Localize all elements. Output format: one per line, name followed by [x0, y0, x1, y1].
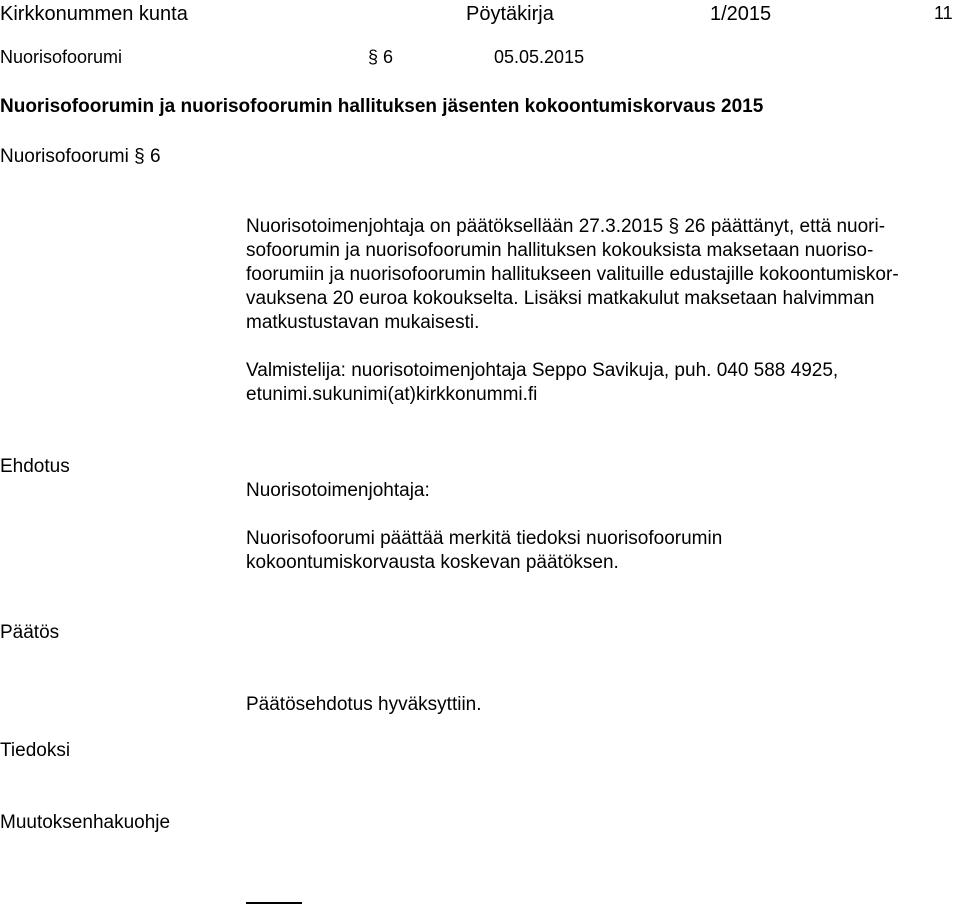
appeal-instructions-label: Muutoksenhakuohje: [0, 812, 171, 833]
decision-label: Päätös: [0, 622, 60, 643]
proposal-line: Nuorisofoorumi päättää merkitä tiedoksi nuorisofoorumin: [246, 528, 723, 549]
document-type: Pöytäkirja: [466, 3, 554, 25]
organ-reference: Nuorisofoorumi § 6: [0, 146, 161, 167]
background-line: foorumiin ja nuorisofoorumin hallitukseen valituille edustajille kokoontumiskor-: [246, 264, 899, 285]
proposal-line: kokoontumiskorvausta koskevan päätöksen.: [246, 552, 619, 573]
background-line: Nuorisotoimenjohtaja on päätöksellään 27.3.2015 § 26 päättänyt, että nuori-: [246, 216, 886, 237]
background-paragraph: [246, 215, 946, 335]
signature-rule: [246, 902, 302, 904]
proposal-text: [246, 527, 946, 575]
preparer-line: etunimi.sukunimi(at)kirkkonummi.fi: [246, 384, 538, 405]
item-title: Nuorisofoorumin ja nuorisofoorumin hallituksen jäsenten kokoontumiskorvaus 2015: [0, 96, 764, 117]
preparer-line: Valmistelija: nuorisotoimenjohtaja Seppo Savikuja, puh. 040 588 4925,: [246, 360, 839, 381]
preparer-info: [246, 359, 946, 407]
page-number: 11: [934, 3, 953, 23]
background-line: vauksena 20 euroa kokoukselta. Lisäksi matkakulut maksetaan halvimman: [246, 288, 875, 309]
decision-text: Päätösehdotus hyväksyttiin.: [246, 694, 482, 715]
section-number: § 6: [368, 47, 394, 67]
proposer-label: Nuorisotoimenjohtaja:: [246, 480, 430, 501]
municipality-name: Kirkkonummen kunta: [0, 3, 188, 25]
proposal-label: Ehdotus: [0, 456, 70, 477]
background-line: sofoorumin ja nuorisofoorumin hallituksen kokouksista maksetaan nuoriso-: [246, 240, 874, 261]
meeting-date: 05.05.2015: [494, 47, 585, 67]
organ-name: Nuorisofoorumi: [0, 47, 123, 67]
document-number: 1/2015: [710, 3, 772, 25]
for-information-label: Tiedoksi: [0, 740, 71, 761]
background-line: matkustustavan mukaisesti.: [246, 312, 480, 333]
